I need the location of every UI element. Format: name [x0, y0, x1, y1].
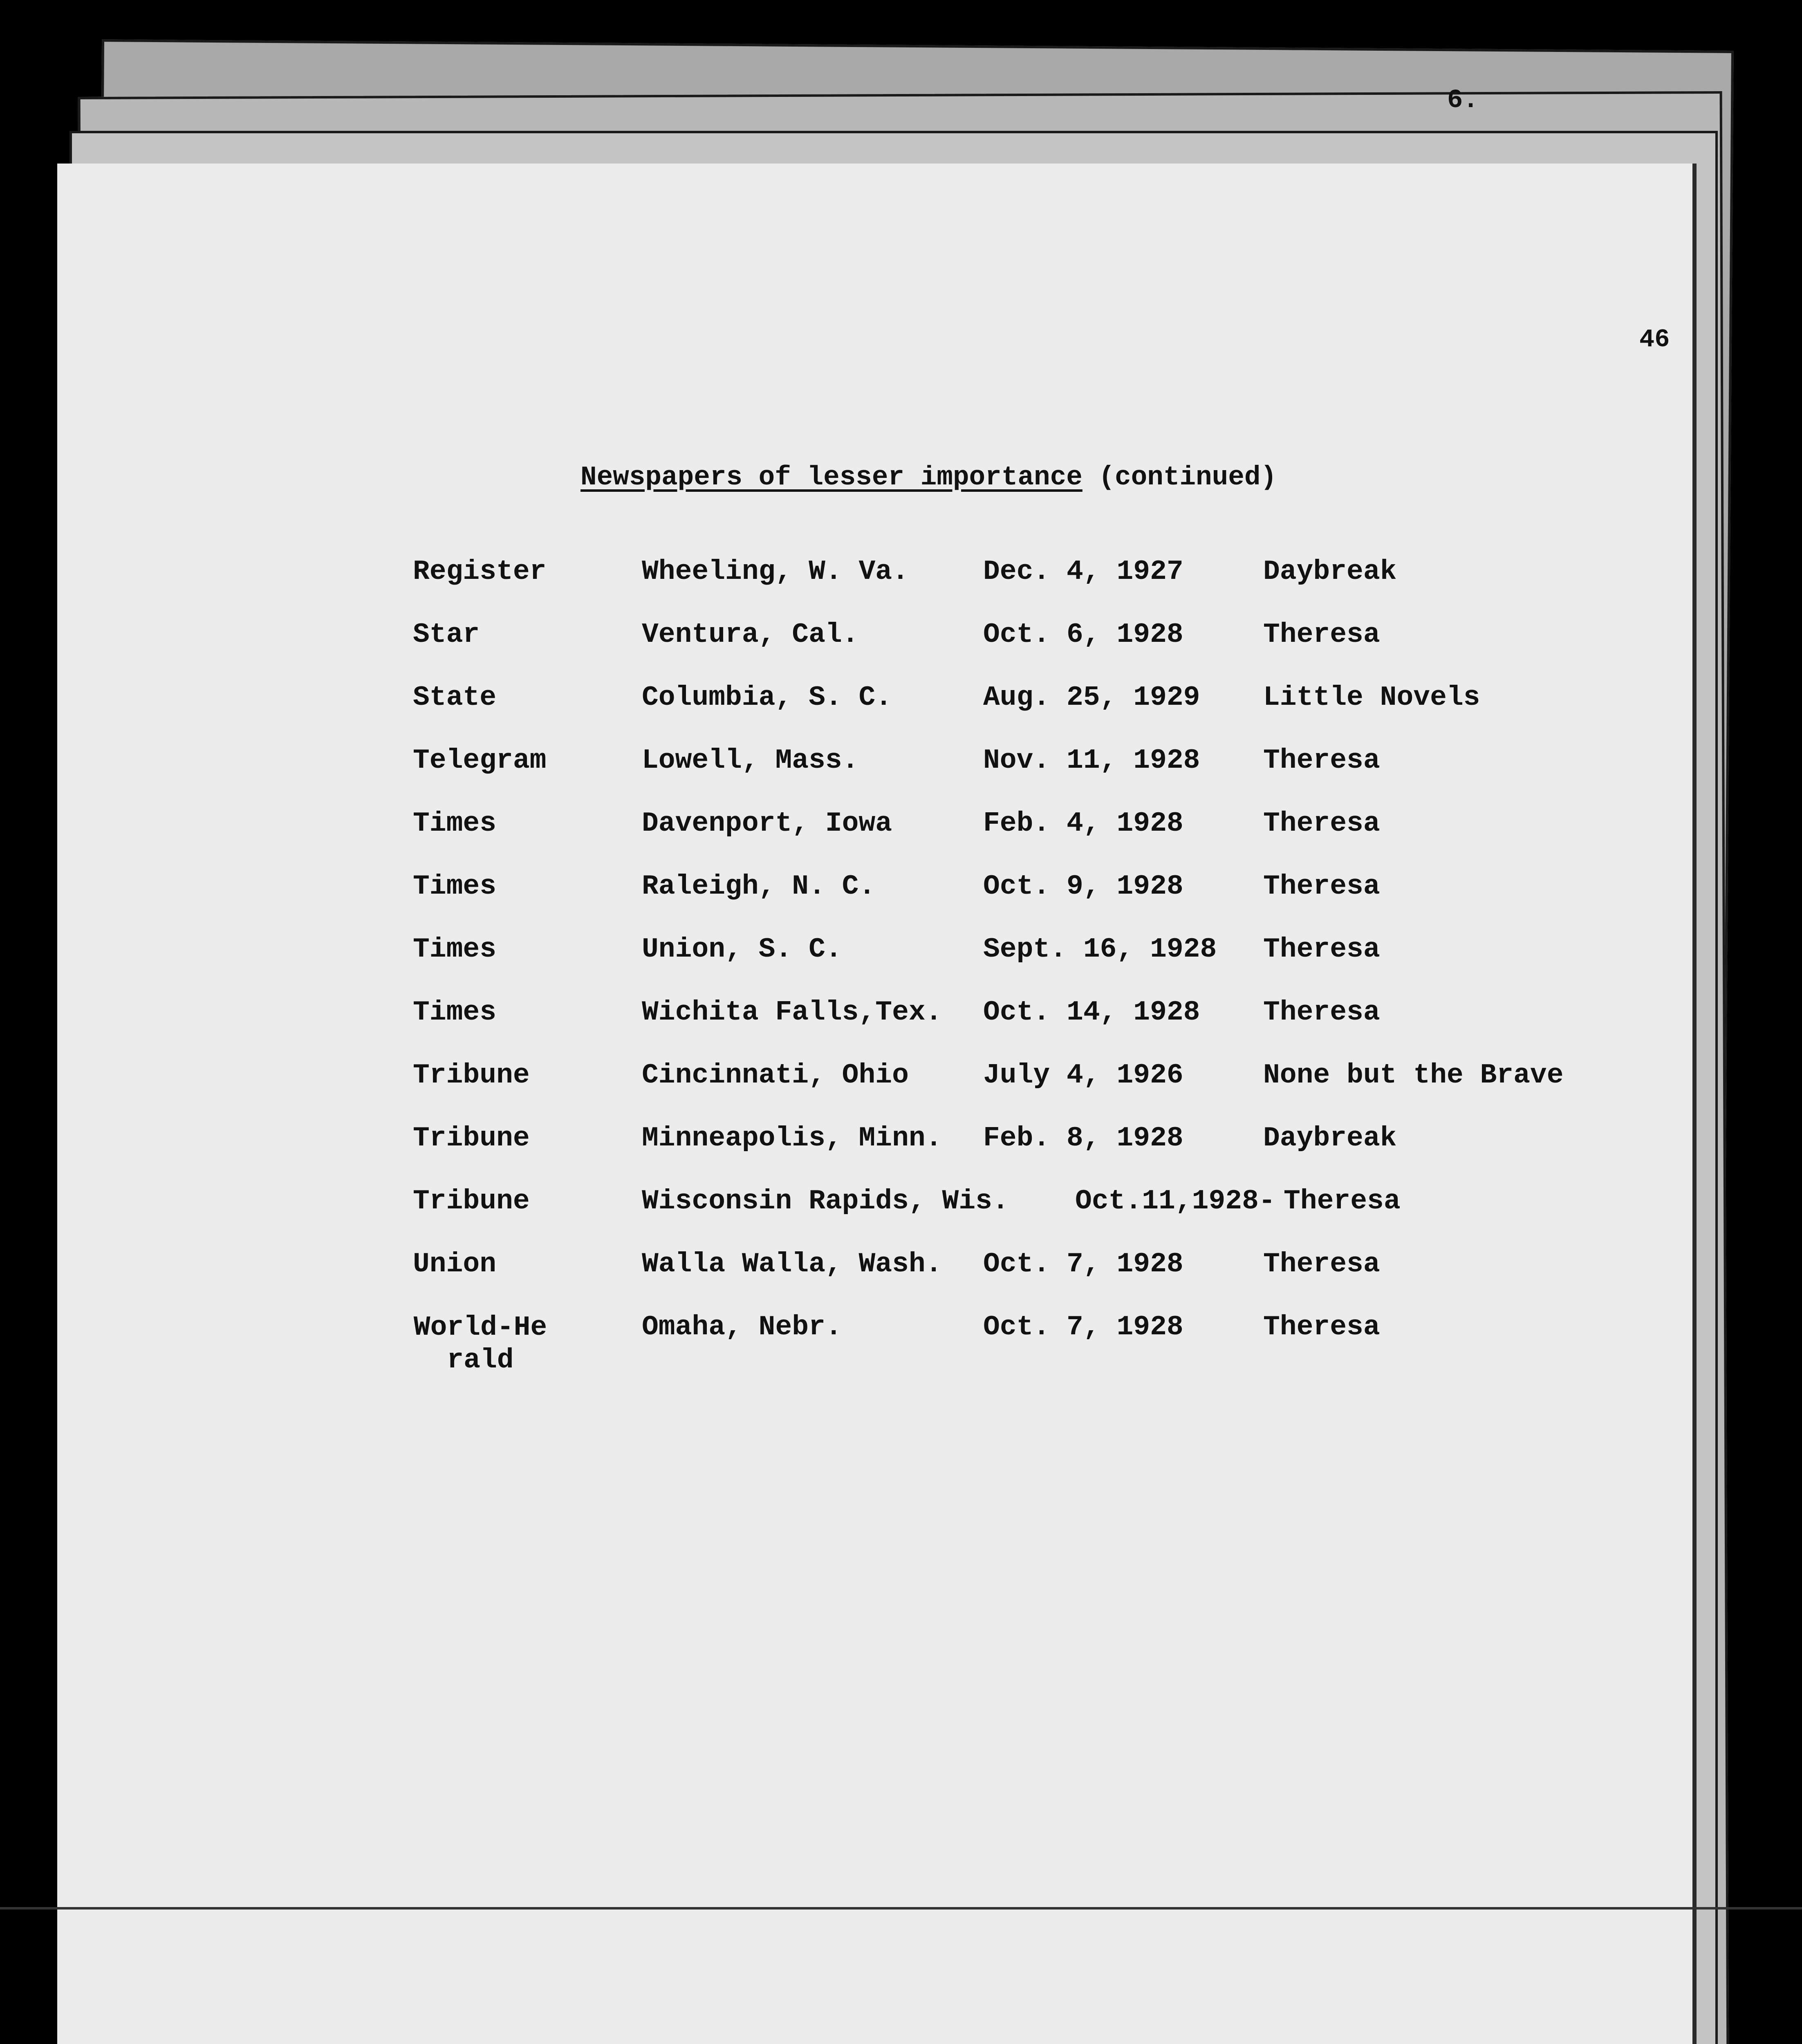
page-heading — [580, 462, 1277, 493]
publication-date: Oct. 7, 1928 — [983, 1311, 1183, 1343]
publication-date: Dec. 4, 1927 — [983, 556, 1183, 587]
heading-title: Newspapers of lesser importance — [580, 462, 1083, 493]
newspaper-name: Times — [413, 934, 497, 965]
work-title: Theresa — [1263, 997, 1380, 1028]
newspaper-place: Omaha, Nebr. — [642, 1311, 842, 1343]
newspaper-name: Union — [413, 1248, 497, 1280]
newspaper-place: Minneapolis, Minn. — [642, 1123, 942, 1154]
publication-date: Feb. 4, 1928 — [983, 808, 1183, 839]
work-title: None but the Brave — [1263, 1060, 1564, 1091]
publication-date: Nov. 11, 1928 — [983, 745, 1200, 776]
newspaper-name: Register — [413, 556, 547, 587]
newspaper-name: State — [413, 682, 497, 713]
newspaper-place: Lowell, Mass. — [642, 745, 859, 776]
work-title: Daybreak — [1263, 556, 1397, 587]
newspaper-place: Davenport, Iowa — [642, 808, 892, 839]
newspaper-place: Ventura, Cal. — [642, 619, 859, 650]
newspaper-place: Wheeling, W. Va. — [642, 556, 909, 587]
newspaper-place: Cincinnati, Ohio — [642, 1060, 909, 1091]
newspaper-place: Wisconsin Rapids, Wis. — [642, 1186, 1009, 1217]
work-title: Theresa — [1263, 1248, 1380, 1280]
page-number-corner: 46 — [1639, 325, 1670, 354]
work-title: Daybreak — [1263, 1123, 1397, 1154]
publication-date: Sept. 16, 1928 — [983, 934, 1217, 965]
newspaper-name: Times — [413, 808, 497, 839]
publication-date: Aug. 25, 1929 — [983, 682, 1200, 713]
work-title: Theresa — [1263, 745, 1380, 776]
work-title: Theresa — [1263, 1311, 1380, 1343]
newspaper-name: Tribune — [413, 1060, 530, 1091]
publication-date: Oct. 7, 1928 — [983, 1248, 1183, 1280]
newspaper-name: Tribune — [413, 1186, 530, 1217]
work-title: Little Novels — [1263, 682, 1480, 713]
newspaper-name: Telegram — [413, 745, 547, 776]
newspaper-place: Raleigh, N. C. — [642, 871, 876, 902]
scan-line — [0, 1907, 1802, 1910]
publication-date: Oct.11,1928- — [1075, 1186, 1275, 1217]
newspaper-name: Times — [413, 997, 497, 1028]
work-title: Theresa — [1284, 1186, 1401, 1217]
newspaper-name: Times — [413, 871, 497, 902]
newspaper-place: Walla Walla, Wash. — [642, 1248, 942, 1280]
publication-date: Oct. 6, 1928 — [983, 619, 1183, 650]
newspaper-name: Tribune — [413, 1123, 530, 1154]
publication-date: Oct. 14, 1928 — [983, 997, 1200, 1028]
heading-suffix: (continued) — [1098, 462, 1277, 493]
page-number-top: 6. — [1447, 86, 1479, 115]
work-title: Theresa — [1263, 871, 1380, 902]
newspaper-name: World-Herald — [413, 1312, 547, 1376]
newspaper-place: Columbia, S. C. — [642, 682, 892, 713]
work-title: Theresa — [1263, 619, 1380, 650]
publication-date: Feb. 8, 1928 — [983, 1123, 1183, 1154]
newspaper-name: Star — [413, 619, 480, 650]
publication-date: Oct. 9, 1928 — [983, 871, 1183, 902]
work-title: Theresa — [1263, 934, 1380, 965]
newspaper-place: Union, S. C. — [642, 934, 842, 965]
document-page — [57, 164, 1697, 2044]
newspaper-place: Wichita Falls,Tex. — [642, 997, 942, 1028]
work-title: Theresa — [1263, 808, 1380, 839]
publication-date: July 4, 1926 — [983, 1060, 1183, 1091]
